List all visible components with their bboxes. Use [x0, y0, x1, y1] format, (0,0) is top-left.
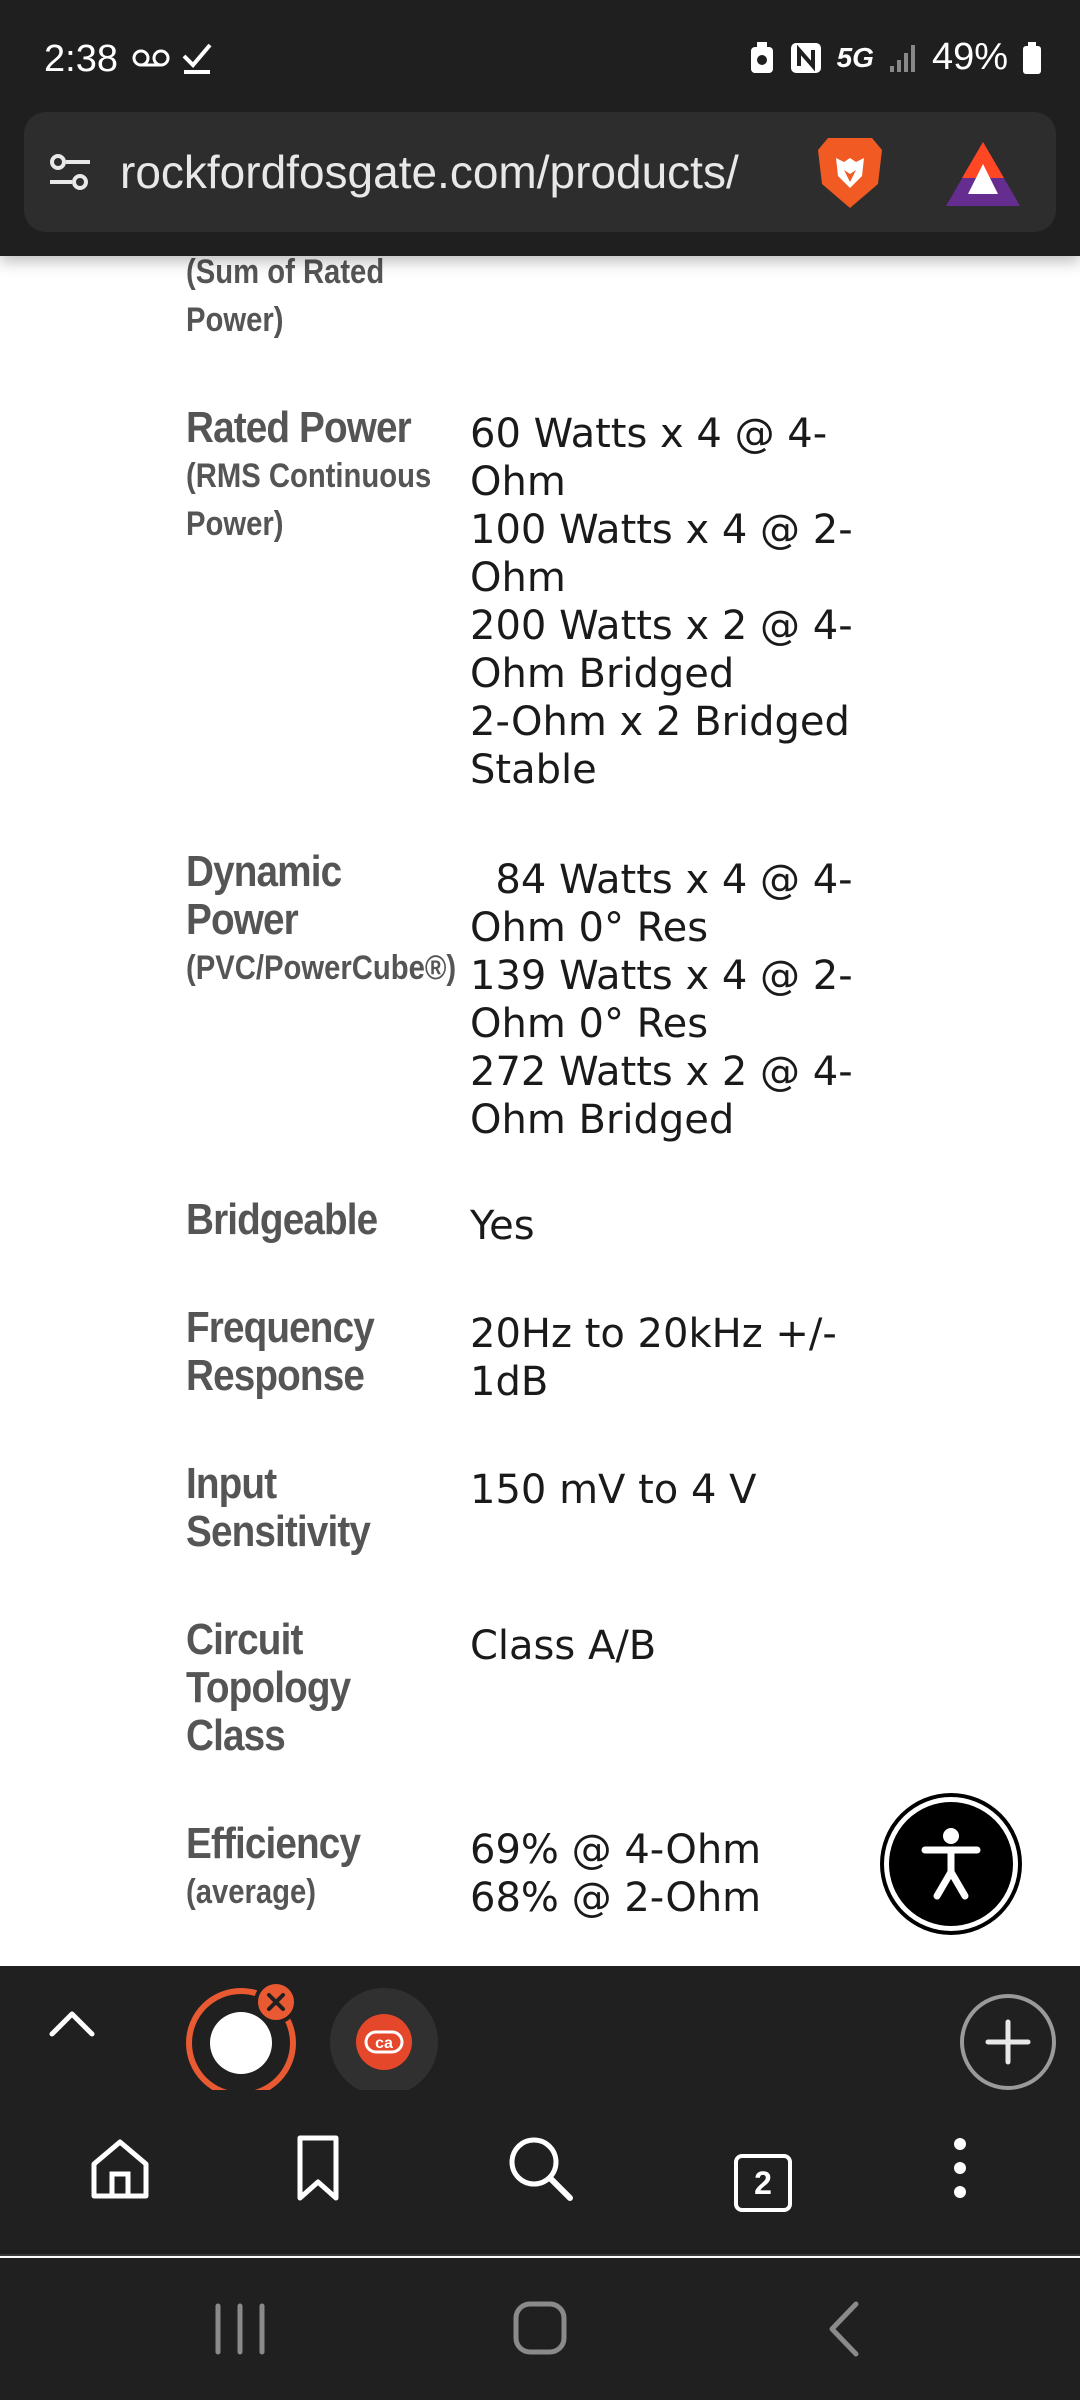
spec-label-dynamic-power — [186, 848, 476, 992]
spec-value-line: Class A/B — [470, 1623, 657, 1669]
spec-value-line: 100 Watts x 4 @ 2- — [470, 507, 853, 553]
status-time: 2:38 — [44, 38, 118, 80]
back-icon[interactable] — [804, 2294, 884, 2364]
spec-value-line: 68% @ 2-Ohm — [470, 1875, 762, 1921]
home-nav-icon[interactable] — [500, 2294, 580, 2364]
spec-value-line: 2-Ohm x 2 Bridged — [470, 699, 850, 745]
voicemail-icon — [132, 46, 170, 70]
battery-percent: 49% — [931, 36, 1008, 78]
spec-title: Power — [186, 895, 298, 944]
spec-value-circuit-topology — [470, 1622, 870, 1670]
spec-value-line: Ohm 0° Res — [470, 905, 709, 951]
spec-sub-line: (PVC/PowerCube®) — [186, 949, 457, 987]
spec-sub-line: Power) — [186, 301, 284, 339]
spec-value-line: Ohm — [470, 555, 566, 601]
spec-title: Frequency — [186, 1303, 374, 1352]
new-tab-button[interactable] — [960, 1994, 1056, 2090]
spec-label-efficiency — [186, 1820, 476, 1916]
spec-title: Efficiency — [186, 1819, 361, 1868]
tabs-count-button[interactable]: 2 — [734, 2154, 792, 2212]
spec-value-line: 60 Watts x 4 @ 4- — [470, 411, 828, 457]
spec-value-line: Ohm Bridged — [470, 651, 735, 697]
active-tab-favicon — [210, 2012, 272, 2074]
spec-value-line: 84 Watts x 4 @ 4- — [470, 857, 853, 903]
close-tab-button[interactable] — [254, 1980, 298, 2024]
task-done-icon — [180, 40, 214, 76]
spec-title: Class — [186, 1711, 285, 1760]
site-settings-icon[interactable] — [46, 148, 94, 196]
status-bar — [0, 0, 1080, 112]
spec-value-line: Ohm 0° Res — [470, 1001, 709, 1047]
spec-label-rated-power — [186, 404, 476, 548]
spec-sub-line: Power) — [186, 505, 284, 543]
spec-sub-line: (RMS Continuous — [186, 457, 432, 495]
spec-value-line: 20Hz to 20kHz +/- — [470, 1311, 837, 1357]
tab-favicon — [356, 2014, 412, 2070]
spec-title: Circuit — [186, 1615, 303, 1664]
battery-icon — [1022, 41, 1042, 75]
spec-value-line: 272 Watts x 2 @ 4- — [470, 1049, 853, 1095]
spec-value-input-sensitivity — [470, 1466, 870, 1514]
accessibility-button[interactable] — [884, 1797, 1018, 1931]
spec-value-line: Ohm — [470, 459, 566, 505]
spec-label-circuit-topology — [186, 1616, 476, 1760]
accessibility-icon — [889, 1802, 1013, 1926]
bottom-toolbar — [0, 2090, 1080, 2256]
tab-strip — [0, 1966, 1080, 2090]
spec-label-frequency-response — [186, 1304, 476, 1400]
brave-rewards-icon[interactable] — [944, 138, 1022, 210]
home-icon[interactable] — [80, 2128, 160, 2208]
spec-sub-line: (Sum of Rated — [186, 256, 385, 291]
spec-value-efficiency — [470, 1826, 870, 1922]
spec-value-line: Ohm Bridged — [470, 1097, 735, 1143]
spec-value-line: 69% @ 4-Ohm — [470, 1827, 762, 1873]
spec-value-bridgeable — [470, 1202, 870, 1250]
spec-title: Dynamic — [186, 847, 342, 896]
chevron-up-icon[interactable] — [42, 1994, 102, 2054]
search-icon[interactable] — [500, 2128, 580, 2208]
plus-icon — [964, 1998, 1052, 2086]
ca-logo-icon — [356, 2014, 412, 2070]
close-icon — [258, 1984, 294, 2020]
spec-value-line: 139 Watts x 4 @ 2- — [470, 953, 853, 999]
network-type: 5G — [836, 41, 874, 73]
spec-title: Input — [186, 1459, 277, 1508]
bookmark-icon[interactable] — [278, 2128, 358, 2208]
spec-value-line: 200 Watts x 2 @ 4- — [470, 603, 853, 649]
spec-title: Response — [186, 1351, 365, 1400]
spec-title: Topology — [186, 1663, 351, 1712]
signal-icon — [888, 42, 918, 74]
spec-title: Bridgeable — [186, 1195, 378, 1244]
status-left-icons — [132, 40, 214, 76]
status-right — [749, 36, 1042, 79]
spec-value-dynamic-power — [470, 856, 870, 1144]
nfc-icon — [789, 41, 823, 75]
spec-value-line: Stable — [470, 747, 597, 793]
more-menu-icon[interactable] — [920, 2128, 1000, 2208]
spec-value-frequency-response — [470, 1310, 870, 1406]
spec-label-bridgeable — [186, 1196, 476, 1244]
battery-saver-icon — [749, 41, 775, 75]
spec-label-input-sensitivity — [186, 1460, 476, 1556]
url-text[interactable]: rockfordfosgate.com/products/ — [120, 146, 739, 198]
spec-label-fragment — [186, 256, 476, 344]
spec-value-rated-power — [470, 410, 870, 794]
tab-item[interactable] — [330, 1988, 438, 2096]
page-content — [0, 256, 1080, 1966]
spec-value-line: 1dB — [470, 1359, 549, 1405]
browser-header — [0, 0, 1080, 256]
spec-title: Rated Power — [186, 403, 411, 452]
system-nav-bar — [0, 2258, 1080, 2400]
spec-sub-line: (average) — [186, 1873, 317, 1911]
spec-value-line: 150 mV to 4 V — [470, 1467, 757, 1513]
spec-value-line: Yes — [470, 1203, 535, 1249]
url-bar[interactable] — [24, 112, 1056, 232]
spec-title: Sensitivity — [186, 1507, 371, 1556]
recent-apps-icon[interactable] — [200, 2294, 280, 2364]
svg-text:ca: ca — [375, 2035, 393, 2052]
brave-shields-icon[interactable] — [814, 132, 886, 212]
